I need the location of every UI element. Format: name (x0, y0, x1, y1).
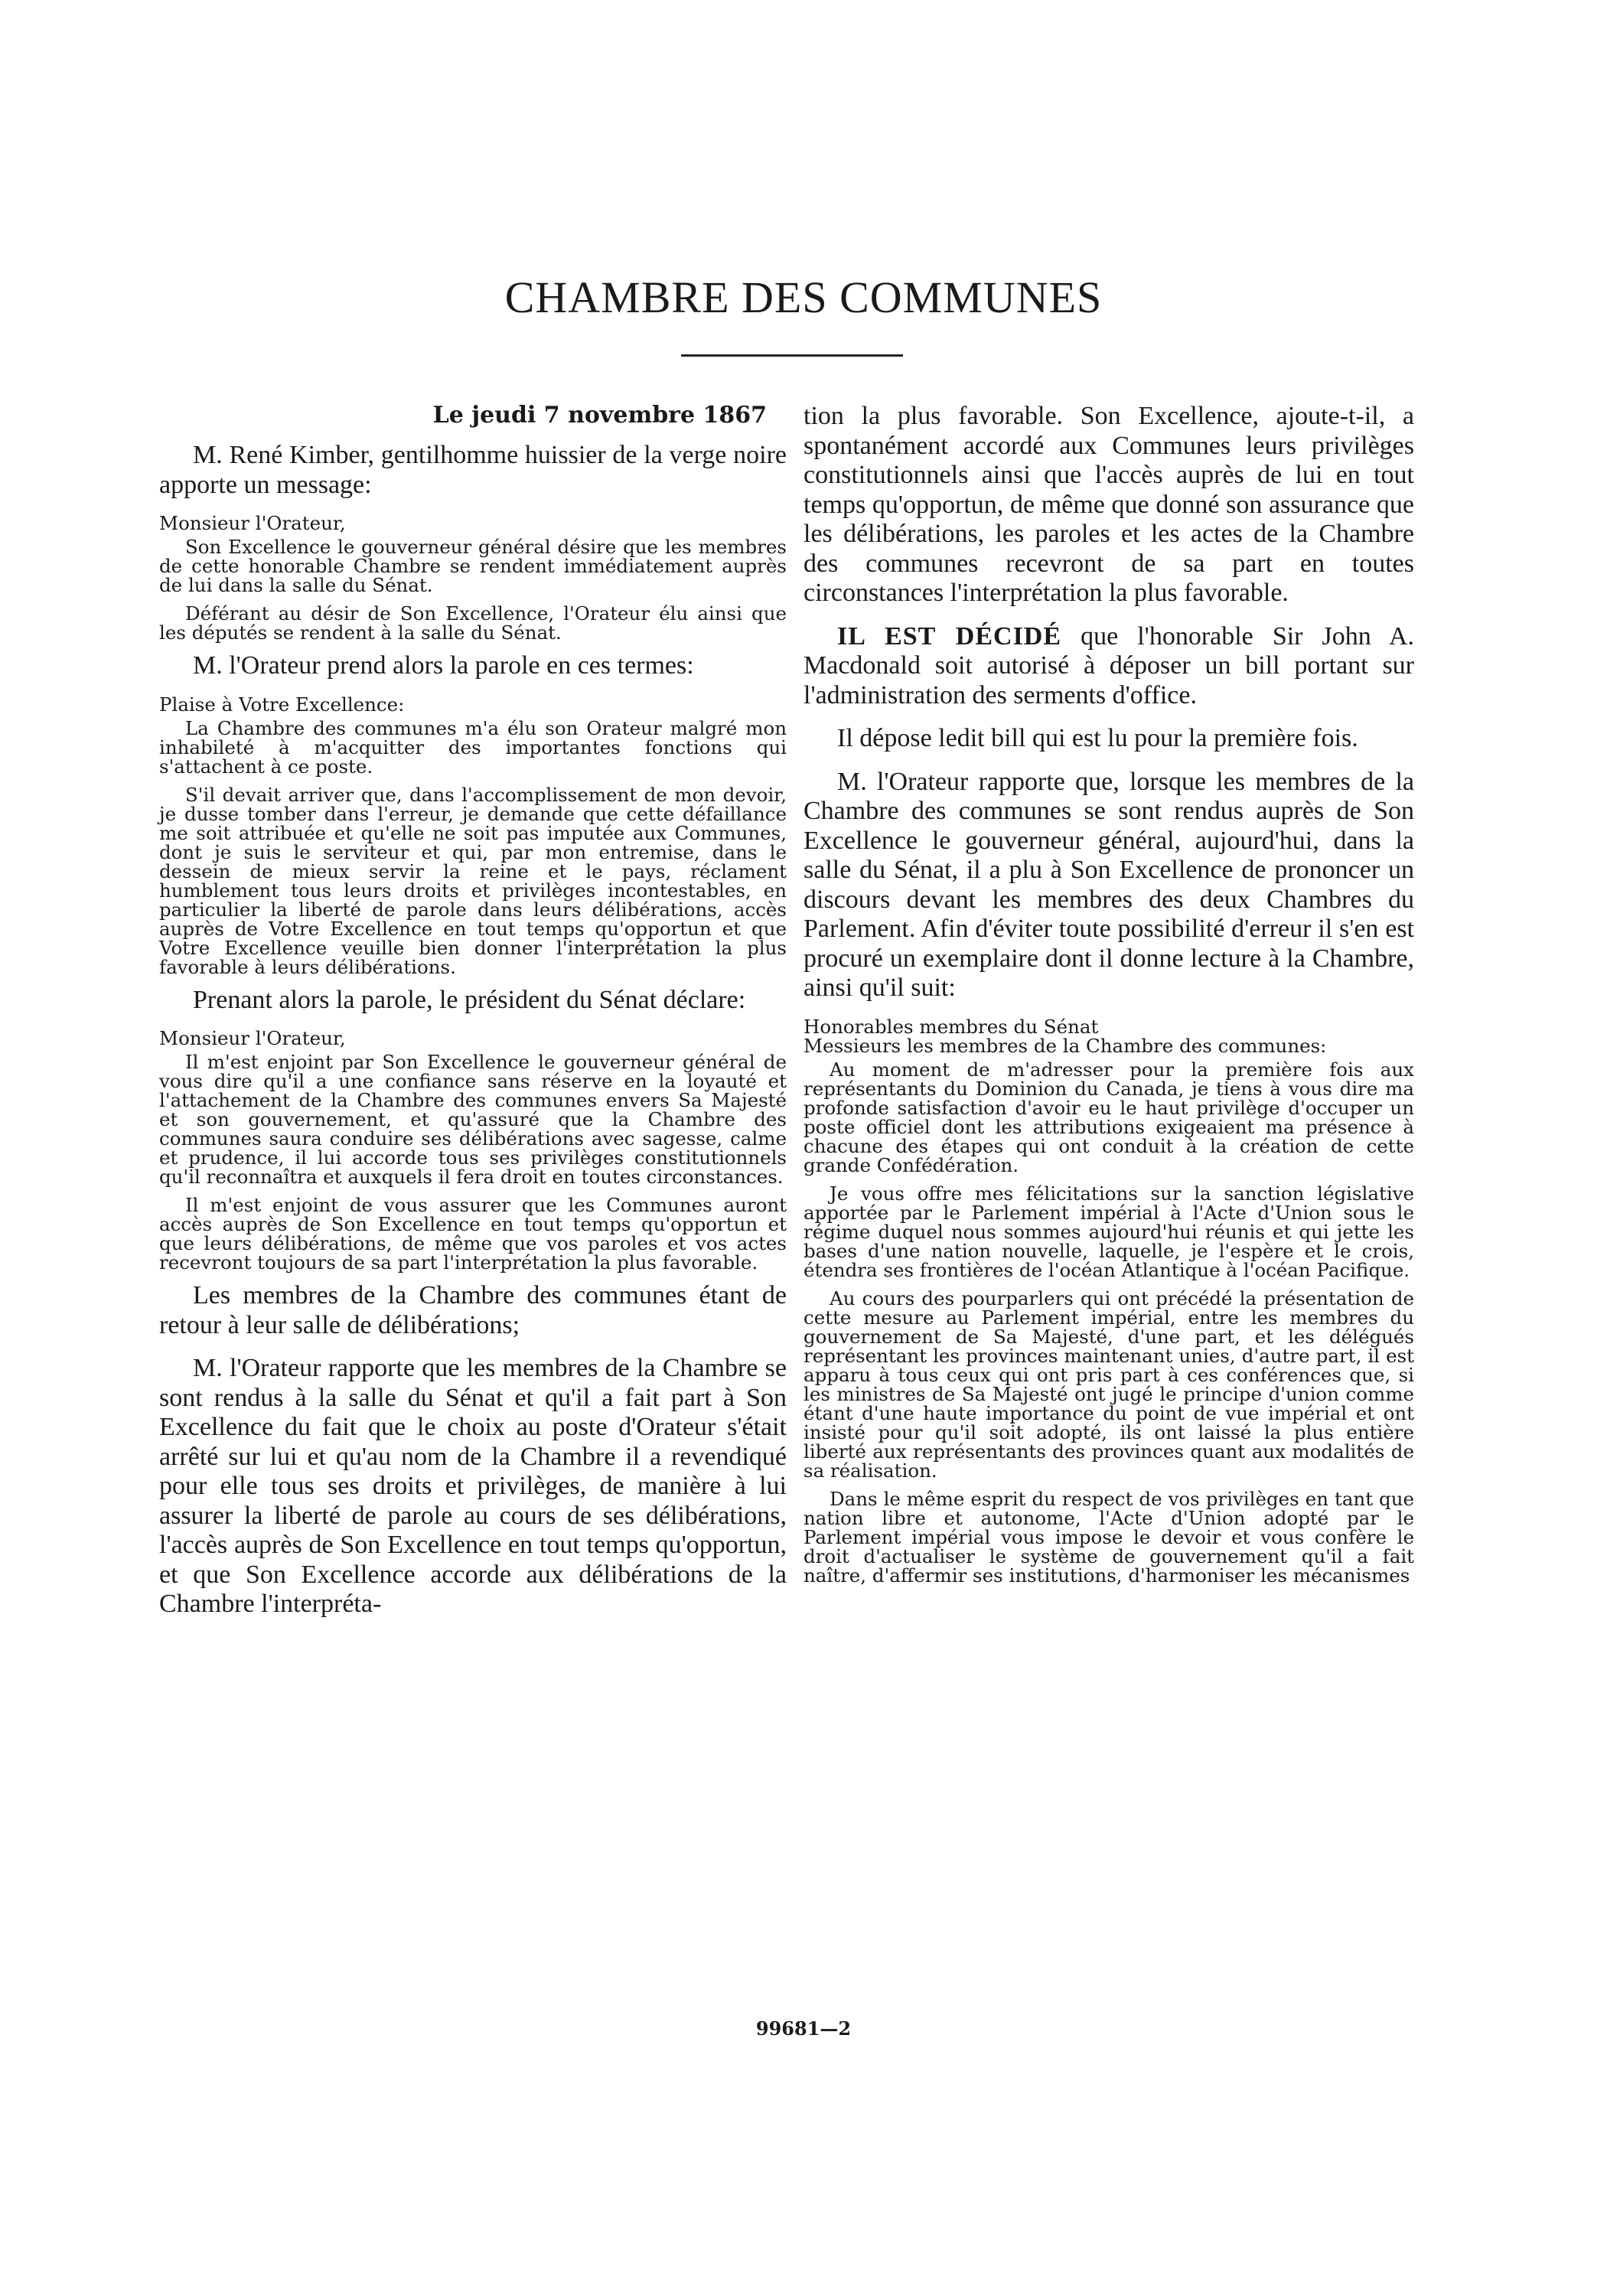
paragraph: Prenant alors la parole, le président du Sénat déclare: (193, 985, 746, 1014)
salutation: Plaise à Votre Excellence: (159, 693, 405, 716)
salutation: Messieurs les membres de la Chambre des communes: (804, 1034, 1327, 1057)
paragraph: Il dépose ledit bill qui est lu pour la première fois. (837, 724, 1358, 752)
resolution-text: que l'honorable Sir John A. Macdonald soit autorisé à déposer un bill portant sur l'administration des serments d'office. (804, 621, 1415, 709)
paragraph: La Chambre des communes m'a élu son Orateur malgré mon inhabileté à m'acquitter des importantes fonctions qui s'attachent à ce poste. (159, 716, 787, 778)
paragraph: M. l'Orateur rapporte que les membres de la Chambre se sont rendus à la salle du Sénat et qu'il a fait part à Son Excellence du fait que le choix au poste d'Orateur s'était arrêté sur lui et qu'au nom de la Chambre il a revendiqué pour elle tous ses droits et privilèges, de manière à lui assurer la liberté de parole au cours de ses délibérations, l'accès auprès de Son Excellence en tout temps qu'opportun, et que Son Excellence accorde aux délibérations de la Chambre l'interpréta- (159, 1354, 787, 1618)
paragraph: Son Excellence le gouverneur général désire que les membres de cette honorable Chambre se rendent immédiatement auprès de lui dans la salle du Sénat. (159, 536, 787, 596)
resolution-lead: IL EST DÉCIDÉ (837, 621, 1062, 651)
paragraph: M. René Kimber, gentilhomme huissier de la verge noire apporte un message: (159, 441, 787, 499)
paragraph: tion la plus favorable. Son Excellence, ajoute-t-il, a spontanément accordé aux Communes leurs privilèges constitutionnels ainsi que l'accès auprès de lui en tout temps qu'opportun, de même que donné son assurance que les délibérations, les paroles et les actes de la Chambre des communes recevront de sa part en toutes circonstances l'interprétation la plus favorable. (804, 402, 1414, 607)
paragraph: M. l'Orateur rapporte que, lorsque les membres de la Chambre des communes se sont rendus auprès de Son Excellence le gouverneur général, aujourd'hui, dans la salle du Sénat, il a plu à Son Excellence de prononcer un discours devant les membres des deux Chambres du Parlement. Afin d'éviter toute possibilité d'erreur il s'en est procuré un exemplaire dont il donne lecture à la Chambre, ainsi qu'il suit: (804, 767, 1414, 1002)
paragraph: S'il devait arriver que, dans l'accomplissement de mon devoir, je dusse tomber dans l'erreur, je demande que cette défaillance me soit attribuée et qu'elle ne soit pas imputée aux Communes, dont je suis le serviteur et qui, par mon entremise, dans le dessein de mieux servir la reine et le pays, réclament humblement tous leurs droits et privilèges incontestables, en particulier la liberté de parole dans leurs délibérations, accès auprès de Votre Excellence en tout temps qu'opportun et que Votre Excellence veuille bien donner l'interprétation la plus favorable à leurs délibérations. (159, 783, 787, 978)
paragraph: Au cours des pourparlers qui ont précédé la présentation de cette mesure au Parlement impérial, entre les membres du gouvernement de Sa Majesté, d'une part, et les délégués représentant les provinces maintenant unies, d'autre part, il est apparu à tous ceux qui ont pris part à ces conférences que, si les ministres de Sa Majesté ont jugé le principe d'union comme étant d'une haute importance du point de vue impérial et ont insisté pour qu'il soit adopté, ils ont laissé la plus entière liberté aux représentants des provinces quant aux modalités de sa réalisation. (804, 1287, 1414, 1482)
salutation: Monsieur l'Orateur, (159, 512, 346, 534)
paragraph: Je vous offre mes félicitations sur la sanction législative apportée par le Parlement impérial à l'Acte d'Union sous le régime duquel nous sommes aujourd'hui réunis et qui jette les bases d'une nation nouvelle, laquelle, je l'espère et le crois, étendra ses frontières de l'océan Atlantique à l'océan Pacifique. (804, 1182, 1414, 1281)
left-column (159, 402, 787, 1633)
paragraph: Il m'est enjoint par Son Excellence le gouverneur général de vous dire qu'il a une confiance sans réserve en la loyauté et l'attachement de la Chambre des communes envers Sa Majesté et son gouvernement, et qu'assuré que la Chambre des communes saura conduire ses délibérations avec sagesse, calme et prudence, il lui accorde tous ses privilèges constitutionnels qu'il reconnaîtra et auxquels il fera droit en toutes circonstances. (159, 1051, 787, 1188)
paragraph: Il m'est enjoint de vous assurer que les Communes auront accès auprès de Son Excellence en tout temps qu'opportun et que leurs délibérations, de même que vos paroles et vos actes recevront toujours de sa part l'interprétation la plus favorable. (159, 1194, 787, 1274)
salutation: Honorables membres du Sénat (804, 1015, 1099, 1038)
right-column (804, 402, 1414, 1594)
title-rule (681, 354, 903, 357)
paragraph: M. l'Orateur prend alors la parole en ces termes: (193, 651, 694, 680)
salutation: Monsieur l'Orateur, (159, 1027, 346, 1049)
page-code: 99681—2 (755, 2017, 852, 2040)
sitting-date: Le jeudi 7 novembre 1867 (432, 402, 767, 429)
page-title: CHAMBRE DES COMMUNES (504, 272, 1103, 322)
paragraph: Les membres de la Chambre des communes étant de retour à leur salle de délibérations; (159, 1281, 787, 1339)
paragraph: Au moment de m'adresser pour la première fois aux représentants du Dominion du Canada, je tiens à vous dire ma profonde satisfaction d'avoir eu le haut privilège d'occuper un poste officiel dont les attributions exigeaient ma présence à chacune des étapes qui ont conduit à la création de cette grande Confédération. (804, 1058, 1414, 1176)
paragraph: Dans le même esprit du respect de vos privilèges en tant que nation libre et autonome, l'Acte d'Union adopté par le Parlement impérial vous impose le devoir et vous confère le droit d'actualiser le système de gouvernement qu'il a fait naître, d'affermir ses institutions, d'harmoniser les mécanismes (804, 1487, 1414, 1587)
paragraph: Déférant au désir de Son Excellence, l'Orateur élu ainsi que les députés se rendent à la salle du Sénat. (159, 602, 787, 644)
resolution-paragraph (804, 622, 1414, 711)
